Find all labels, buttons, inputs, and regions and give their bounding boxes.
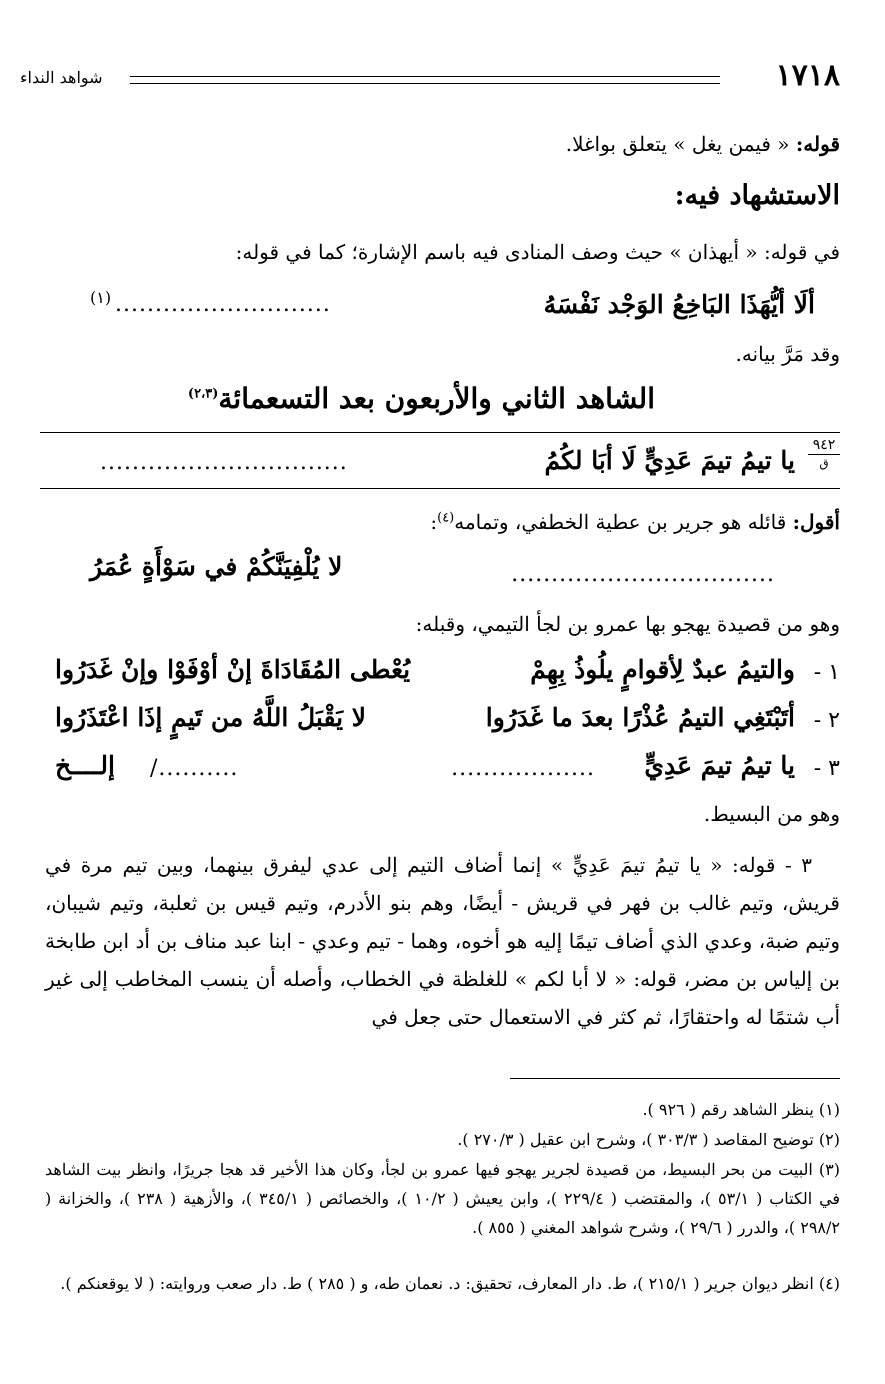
verse-3-first-dots: .................. — [451, 756, 595, 781]
section-title — [188, 382, 655, 415]
footnote-separator — [510, 1078, 840, 1079]
footnote-3: (٣) البيت من بحر البسيط، من قصيدة لجرير يهجو فيها عمرو بن لجأ، وكان هذا الأخير قد هجا جريرًا، وانظر بيت الشاهد في الكتاب ( ٥٣/١ )، والمقتضب ( ٢٢٩/٤ )، وابن يعيش ( ١٠/٢ )، والخصائص ( ٣٤٥/١ )، والأزهية ( ٢٣٨ )، والخزانة ( ٢٩٨/٢ )، والدرر ( ٢٩/٦ )، وشرح شواهد المغني ( ٨٥٥ ). — [45, 1160, 841, 1237]
qawluhu-line — [566, 132, 840, 156]
example-footnote-ref: (١) — [90, 288, 112, 307]
meter-line: وهو من البسيط. — [703, 802, 840, 826]
completion-verse: لا يُلْفِيَنَّكُمْ في سَوْأَةٍ عُمَرُ — [90, 552, 343, 581]
verse-3-second-dots: ........../ — [150, 756, 239, 781]
explanation-paragraph: ٣ - قوله: « يا تيمُ تيمَ عَدِيٍّ » إنما أضاف التيم إلى عدي ليفرق بينهما، وبين تيم مرة في قريش، وتيم غالب بن فهر في قريش - أيضًا، وهم بنو الأدرم، وتيم قيس بن ثعلبة، وتيم شيبان، وتيم ضبة، وعدي الذي أضاف تيمًا إليه هو أخوه، وهما - تيم وعدي - ابنا عبد مناف بن أد ابن طابخة بن إلياس بن مضر، قوله: « لا أبا لكم » للغلظة في الخطاب، وأصله أن ينسب المخاطب إلى غير أب شتمًا له واحتقارًا، ثم كثر في الاستعمال حتى جعل في — [45, 853, 840, 1029]
verse-2-second-hemistich: لا يَقْبَلُ اللَّهُ من تَيمٍ إذَا اعْتَذَرُوا — [55, 703, 367, 732]
verse-3-second-hemistich: إلــــخ — [55, 751, 115, 780]
shahid-qaf: ق — [819, 456, 829, 470]
shahid-number: ٩٤٢ — [808, 436, 840, 455]
running-title: شواهد النداء — [20, 68, 103, 87]
shahid-bottom-rule — [40, 488, 840, 489]
verse-1-first-hemistich: والتيمُ عبدٌ لِأقوامٍ يلُوذُ بِهِمْ — [530, 655, 795, 684]
verse-1-number: ١ - — [813, 660, 840, 685]
qawluhu-label: قوله: — [795, 132, 840, 156]
section-title-text: الشاهد الثاني والأربعون بعد التسعمائة — [218, 382, 655, 415]
qasida-intro: وهو من قصيدة يهجو بها عمرو بن لجأ التيمي، وقبله: — [415, 612, 840, 636]
header-rule — [130, 76, 720, 84]
aqulu-label: أقول: — [792, 510, 840, 534]
footnote-2: (٢) توضيح المقاصد ( ٣٠٣/٣ )، وشرح ابن عقيل ( ٢٧٠/٣ ). — [457, 1130, 840, 1149]
shahid-top-rule — [40, 432, 840, 433]
qad-marra-line: وقد مَرَّ بيانه. — [735, 342, 840, 366]
example-dots: ........................... — [115, 292, 331, 317]
verse-3-first-hemistich: يا تيمُ تيمَ عَدِيٍّ — [644, 751, 795, 780]
shahid-number-block — [808, 436, 840, 471]
example-verse: ألَا أيُّهَذَا البَاخِعُ الوَجْد نَفْسَهُ — [543, 290, 815, 319]
aqulu-line: أقول: قائله هو جرير بن عطية الخطفي، وتمامه$^{(٤)}$: — [430, 510, 840, 534]
section-title-ref: (٢،٣) — [187, 386, 219, 402]
istishhad-text: في قوله: « أيهذان » حيث وصف المنادى فيه باسم الإشارة؛ كما في قوله: — [235, 240, 840, 264]
qawluhu-text: « فيمن يغل » يتعلق بواغلا. — [565, 132, 790, 156]
verse-2-number: ٢ - — [813, 708, 840, 733]
verse-1-second-hemistich: يُعْطى المُقَادَاةَ إنْ أوْفَوْا وإنْ غَدَرُوا — [55, 655, 411, 684]
verse-2-first-hemistich: أتَبْتَغِي التيمُ عُذْرًا بعدَ ما غَدَرُوا — [485, 703, 795, 732]
shahid-dots: ............................... — [100, 450, 348, 475]
footnote-4: (٤) انظر ديوان جرير ( ٢١٥/١ )، ط. دار المعارف، تحقيق: د. نعمان طه، و ( ٢٨٥ ) ط. دار صعب وروايته: ( لا يوقعنكم ). — [60, 1274, 840, 1293]
istishhad-heading: الاستشهاد فيه: — [674, 180, 840, 211]
footnote-1: (١) ينظر الشاهد رقم ( ٩٢٦ ). — [642, 1100, 840, 1119]
shahid-verse: يا تيمُ تيمَ عَدِيٍّ لَا أبَا لكُمُ — [544, 446, 795, 475]
aqulu-text: قائله هو جرير بن عطية الخطفي، وتمامه — [454, 510, 787, 534]
aqulu-ref: (٤) — [437, 510, 455, 526]
page-number: ١٧١٨ — [775, 58, 840, 93]
verse-3-number: ٣ - — [813, 756, 840, 781]
completion-dots: ................................. — [511, 562, 775, 587]
